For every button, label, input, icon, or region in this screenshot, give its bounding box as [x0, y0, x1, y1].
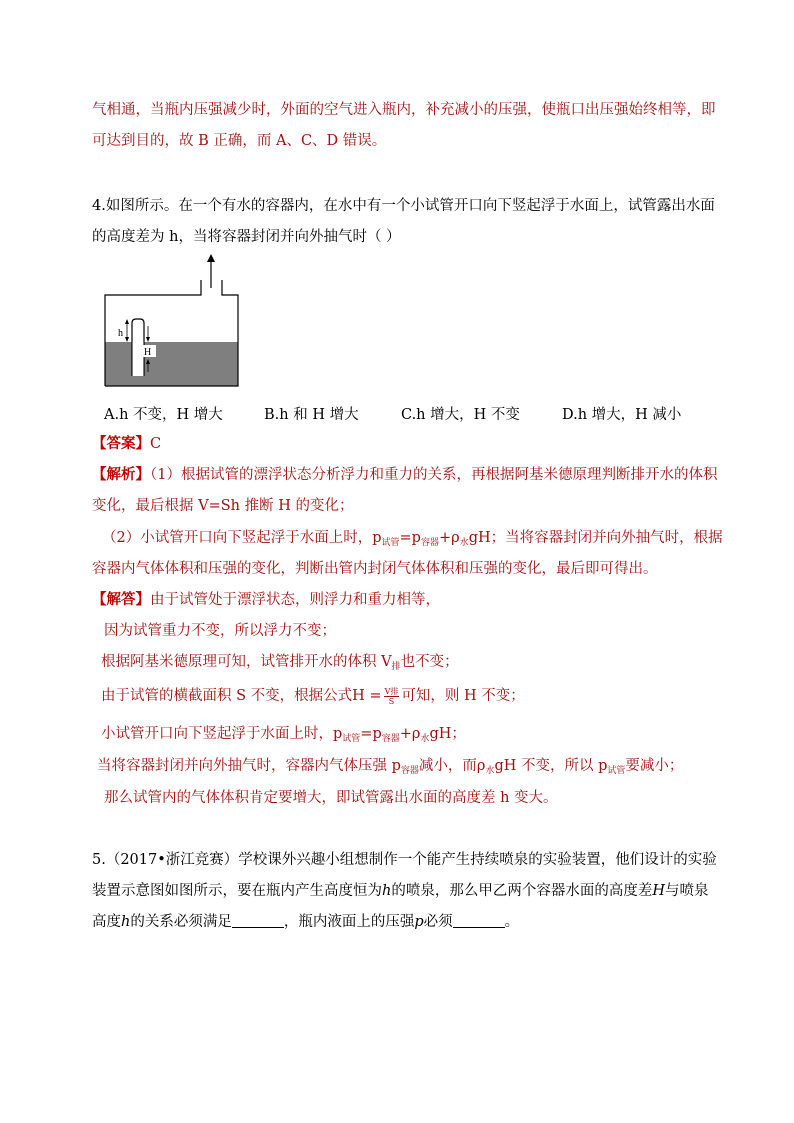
water-region — [105, 342, 238, 386]
solution-6-sub3: 试管 — [607, 766, 626, 776]
solution-6d: 要减小； — [625, 758, 684, 774]
solution-4b: 可知，则 H 不变； — [401, 688, 525, 704]
question5-line-3 — [92, 912, 519, 932]
solution-3a: 根据阿基米德原理可知，试管排开水的体积 V — [101, 654, 392, 670]
q5-3e: 。 — [504, 914, 520, 930]
solution-line-7: 那么试管内的气体体积肯定要增大，即试管露出水面的高度差 h 变大。 — [104, 790, 558, 806]
label-h: h — [118, 328, 123, 339]
q5-2-h: h — [382, 883, 392, 899]
solution-line-3 — [101, 652, 459, 677]
fraction-denominator: S — [388, 696, 395, 706]
solution-5d: gH； — [429, 726, 466, 742]
answer-blank-1[interactable] — [232, 913, 284, 928]
q5-2-H: H — [652, 883, 665, 899]
option-d: D.h 增大，H 减小 — [562, 407, 682, 423]
analysis-3b: =p — [399, 530, 421, 546]
solution-5c: +ρ — [399, 726, 421, 742]
answer-value: C — [150, 436, 162, 452]
solution-text-1: 由于试管处于漂浮状态，则浮力和重力相等， — [150, 592, 440, 608]
analysis-text-1: （1）根据试管的漂浮状态分析浮力和重力的关系，再根据阿基米德原理判断排开水的体积 — [150, 467, 718, 483]
q5-2b: 的喷泉，那么甲乙两个容器水面的高度差 — [391, 883, 653, 899]
solution-6-sub1: 容器 — [400, 766, 419, 776]
solution-5b: =p — [360, 726, 382, 742]
analysis-line-2: 变化，最后根据 V=Sh 推断 H 的变化； — [92, 498, 354, 514]
q5-2c: 与喷泉 — [665, 883, 709, 899]
solution-5-sub1: 试管 — [342, 734, 361, 744]
prev-answer-line-1: 气相通，当瓶内压强减少时，外面的空气进入瓶内，补充减小的压强，使瓶口出压强始终相等，即 — [92, 102, 716, 118]
label-H: H — [144, 347, 152, 358]
analysis-tag: 【解析】 — [92, 466, 150, 483]
solution-5-sub3: 水 — [420, 734, 430, 744]
H-arrow-upper-head — [146, 337, 150, 342]
solution-6b: 减小，而ρ — [418, 758, 486, 774]
option-b: B.h 和 H 增大 — [264, 407, 359, 423]
solution-line-5 — [101, 724, 466, 749]
solution-4a: 由于试管的横截面积 S 不变，根据公式H = — [101, 688, 382, 704]
option-c: C.h 增大，H 不变 — [401, 407, 520, 423]
solution-line-6 — [97, 756, 683, 781]
fraction-numerator: V排 — [384, 686, 399, 696]
question5-line-2 — [92, 881, 709, 901]
h-arrow-top — [125, 319, 129, 324]
solution-6-sub2: 水 — [485, 766, 495, 776]
container-diagram — [104, 252, 244, 392]
analysis-line-4: 容器内气体体积和压强的变化，判断出管内封闭气体体积和压强的变化，最后即可得出。 — [92, 561, 658, 577]
test-tube-air — [133, 342, 144, 376]
q5-3d: 必须 — [423, 914, 453, 930]
q5-3-p: p — [414, 914, 424, 930]
solution-3-sub: 排 — [391, 662, 401, 672]
formula-fraction — [384, 687, 400, 706]
q5-3a: 高度 — [92, 914, 121, 930]
q5-3-h: h — [121, 914, 131, 930]
analysis-3-sub2: 容器 — [420, 538, 439, 548]
analysis-3a: （2）小试管开口向下竖起浮于水面上时，p — [102, 530, 382, 546]
analysis-line-3 — [102, 528, 723, 553]
solution-6a: 当将容器封闭并向外抽气时，容器内气体压强 p — [97, 758, 401, 774]
q5-3b: 的关系必须满足 — [130, 914, 232, 930]
question4-stem-line-2: 的高度差为 h，当将容器封闭并向外抽气时（ ） — [92, 229, 401, 245]
solution-line-2: 因为试管重力不变，所以浮力不变； — [104, 623, 336, 639]
answer-line — [92, 434, 161, 454]
q5-2a: 装置示意图如图所示，要在瓶内产生高度恒为 — [92, 883, 382, 899]
option-a: A.h 不变，H 增大 — [104, 407, 223, 423]
analysis-3c: +ρ — [438, 530, 460, 546]
analysis-3-sub1: 试管 — [381, 538, 400, 548]
prev-answer-line-2: 可达到目的，故 B 正确，而 A、C、D 错误。 — [92, 133, 387, 149]
solution-line-1 — [92, 590, 440, 610]
question5-line-1: 5.（2017•浙江竞赛）学校课外兴趣小组想制作一个能产生持续喷泉的实验装置，他们设计的实验 — [92, 852, 717, 868]
analysis-line-1 — [92, 465, 717, 485]
solution-6c: gH 不变，所以 p — [494, 758, 608, 774]
solution-tag: 【解答】 — [92, 591, 150, 608]
analysis-3d: gH；当将容器封闭并向外抽气时，根据 — [468, 530, 723, 546]
answer-blank-2[interactable] — [453, 913, 505, 928]
question4-figure — [104, 252, 244, 396]
solution-5-sub2: 容器 — [381, 734, 400, 744]
h-arrow-bottom — [125, 337, 129, 342]
outlet-arrow-head — [207, 254, 215, 262]
question4-stem-line-1: 4.如图所示。在一个有水的容器内，在水中有一个小试管开口向下竖起浮于水面上，试管露出水面 — [92, 198, 715, 214]
analysis-3-sub3: 水 — [459, 538, 469, 548]
solution-3b: 也不变； — [400, 654, 459, 670]
solution-5a: 小试管开口向下竖起浮于水面上时，p — [101, 726, 343, 742]
solution-line-4 — [101, 686, 525, 706]
answer-tag: 【答案】 — [92, 435, 150, 452]
q5-3c: ，瓶内液面上的压强 — [283, 914, 415, 930]
